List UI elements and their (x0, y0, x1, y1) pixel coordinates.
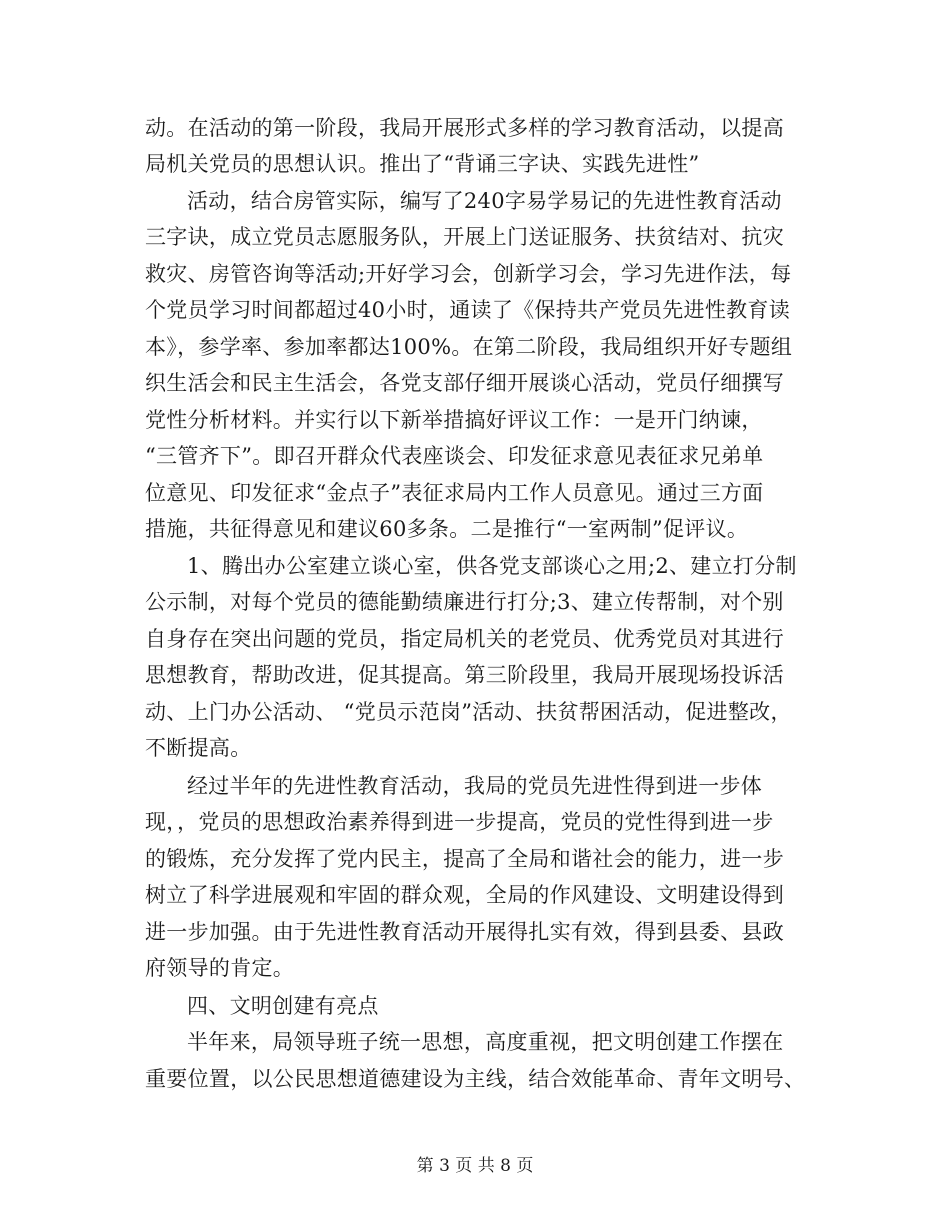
text-line-24: 府领导的肯定。 (145, 956, 295, 980)
text-line-12: 措施，共征得意见和建议60多条。二是推行“一室两制”促评议。 (145, 517, 749, 541)
text-line-23: 进一步加强。由于先进性教育活动开展得扎实有效，得到县委、县政 (145, 920, 784, 944)
text-line-10: “三管齐下”。即召开群众代表座谈会、印发征求意见表征求兄弟单 (145, 444, 764, 468)
text-line-14: 公示制，对每个党员的德能勤绩廉进行打分;3、建立传帮制，对个别 (145, 590, 784, 614)
text-line-8: 织生活会和民主生活会，各党支部仔细开展谈心活动，党员仔细撰写 (145, 371, 784, 395)
text-line-2: 局机关党员的思想认识。推出了“背诵三字诀、实践先进性” (145, 152, 700, 176)
text-line-20: 现，，党员的思想政治素养得到进一步提高，党员的党性得到进一步 (145, 810, 774, 834)
text-line-6: 个党员学习时间都超过40小时，通读了《保持共产党员先进性教育读 (145, 298, 791, 322)
page-number-footer: 第 3 页 共 8 页 (416, 1156, 534, 1176)
text-line-18: 不断提高。 (145, 736, 252, 760)
text-line-22: 树立了科学进展观和牢固的群众观，全局的作风建设、文明建设得到 (145, 883, 784, 907)
text-line-3: 活动，结合房管实际，编写了240字易学易记的先进性教育活动 (187, 189, 782, 213)
text-line-5: 救灾、房管咨询等活动;开好学习会，创新学习会，学习先进作法，每 (145, 262, 792, 286)
text-line-4: 三字诀，成立党员志愿服务队，开展上门送证服务、扶贫结对、抗灾 (145, 225, 784, 249)
text-line-16: 思想教育，帮助改进，促其提高。第三阶段里，我局开展现场投诉活 (145, 663, 784, 687)
text-line-11: 位意见、印发征求“金点子”表征求局内工作人员意见。通过三方面 (145, 481, 764, 505)
text-line-21: 的锻炼，充分发挥了党内民主，提高了全局和谐社会的能力，进一步 (145, 847, 784, 871)
text-line-27: 重要位置，以公民思想道德建设为主线，结合效能革命、青年文明号、 (145, 1067, 806, 1091)
text-line-26: 半年来，局领导班子统一思想，高度重视，把文明创建工作摆在 (187, 1030, 784, 1054)
text-line-7: 本》，参学率、参加率都达100%。在第二阶段，我局组织开好专题组 (145, 335, 793, 359)
text-line-15: 自身存在突出问题的党员，指定局机关的老党员、优秀党员对其进行 (145, 627, 784, 651)
text-line-19: 经过半年的先进性教育活动，我局的党员先进性得到进一步体 (187, 774, 763, 798)
text-line-9: 党性分析材料。并实行以下新举措搞好评议工作：一是开门纳谏， (145, 408, 763, 432)
text-line-1: 动。在活动的第一阶段，我局开展形式多样的学习教育活动，以提高 (145, 116, 784, 140)
section-heading: 四、文明创建有亮点 (187, 994, 379, 1018)
text-line-13: 1、腾出办公室建立谈心室，供各党支部谈心之用;2、建立打分制 (187, 554, 797, 578)
text-line-17: 动、上门办公活动、 “党员示范岗”活动、扶贫帮困活动，促进整改， (145, 700, 792, 724)
